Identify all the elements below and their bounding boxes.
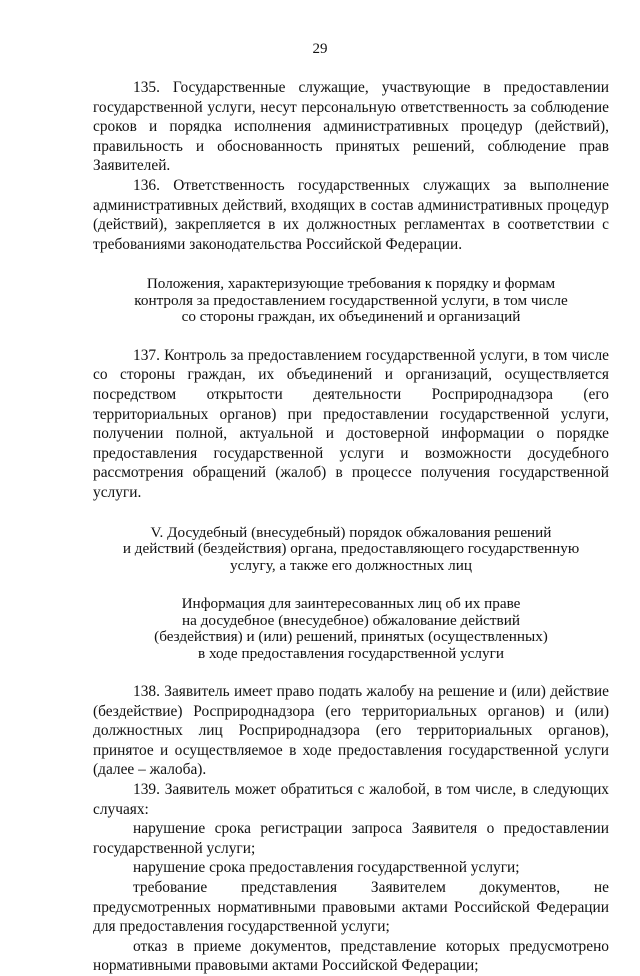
list-item-service-deadline: нарушение срока предоставления государственной услуги; bbox=[133, 859, 520, 877]
paragraph-135: 135. Государственные служащие, участвующие в предоставлении государственной услуги, несут персональную ответственность за соблюдение сроков и порядка исполнения административных процедур (действий), правильность и обоснованность принятых решений, соблюдение прав Заявителей. bbox=[93, 79, 609, 175]
heading-line: Положения, характеризующие требования к порядку и формам bbox=[146, 275, 556, 293]
paragraph-137: 137. Контроль за предоставлением государственной услуги, в том числе со стороны граждан, их объединений и организаций, осуществляется посредством открытости деятельности Росприроднадзора (его территориальных органов) при предоставлении государственной услуги, получении полной, актуальной и достоверной информации о порядке предоставления государственной услуги и возможности досудебного рассмотрения обращений (жалоб) в процессе получения государственной услуги. bbox=[93, 346, 609, 501]
heading-section-v bbox=[93, 525, 609, 575]
heading-line: в ходе предоставления государственной услуги bbox=[198, 644, 504, 662]
heading-line: и действий (бездействия) органа, предоставляющего государственную bbox=[122, 540, 580, 558]
heading-line: услугу, а также его должностных лиц bbox=[230, 556, 472, 574]
list-item-extra-documents: требование представления Заявителем документов, не предусмотренных нормативными правовыми актами Российской Федерации для предоставления государственной услуги; bbox=[93, 879, 609, 936]
page-number: 29 bbox=[312, 41, 328, 57]
heading-line: (бездействия) и (или) решений, принятых (осуществленных) bbox=[154, 628, 548, 646]
heading-line: Информация для заинтересованных лиц об их праве bbox=[181, 595, 521, 613]
heading-line: со стороны граждан, их объединений и организаций bbox=[181, 308, 521, 326]
heading-line: контроля за предоставлением государственной услуги, в том числе bbox=[134, 291, 568, 309]
paragraph-139: 139. Заявитель может обратиться с жалобой, в том числе, в следующих случаях: bbox=[93, 781, 609, 818]
page-content bbox=[93, 78, 609, 976]
heading-line: V. Досудебный (внесудебный) порядок обжалования решений bbox=[150, 523, 552, 541]
heading-control-requirements bbox=[93, 276, 609, 326]
list-item-refusal-documents: отказ в приеме документов, представление которых предусмотрено нормативными правовыми актами Российской Федерации; bbox=[93, 937, 609, 975]
paragraph-138: 138. Заявитель имеет право подать жалобу на решение и (или) действие (бездействие) Росприроднадзора (его территориальных органов) и (или) должностных лиц Росприроднадзора (его территориальных органов), принятое и осуществляемое в ходе предоставления государственной услуги (далее – жалоба). bbox=[93, 683, 609, 779]
heading-line: на досудебное (внесудебное) обжалование действий bbox=[182, 611, 520, 629]
list-item-registration-deadline: нарушение срока регистрации запроса Заявителя о предоставлении государственной услуги; bbox=[93, 820, 609, 857]
paragraph-136: 136. Ответственность государственных служащих за выполнение административных действий, входящих в состав административных процедур (действий), закрепляется в их должностных регламентах в соответствии с требованиями законодательства Российской Федерации. bbox=[93, 176, 609, 253]
heading-appeal-information bbox=[93, 596, 609, 662]
